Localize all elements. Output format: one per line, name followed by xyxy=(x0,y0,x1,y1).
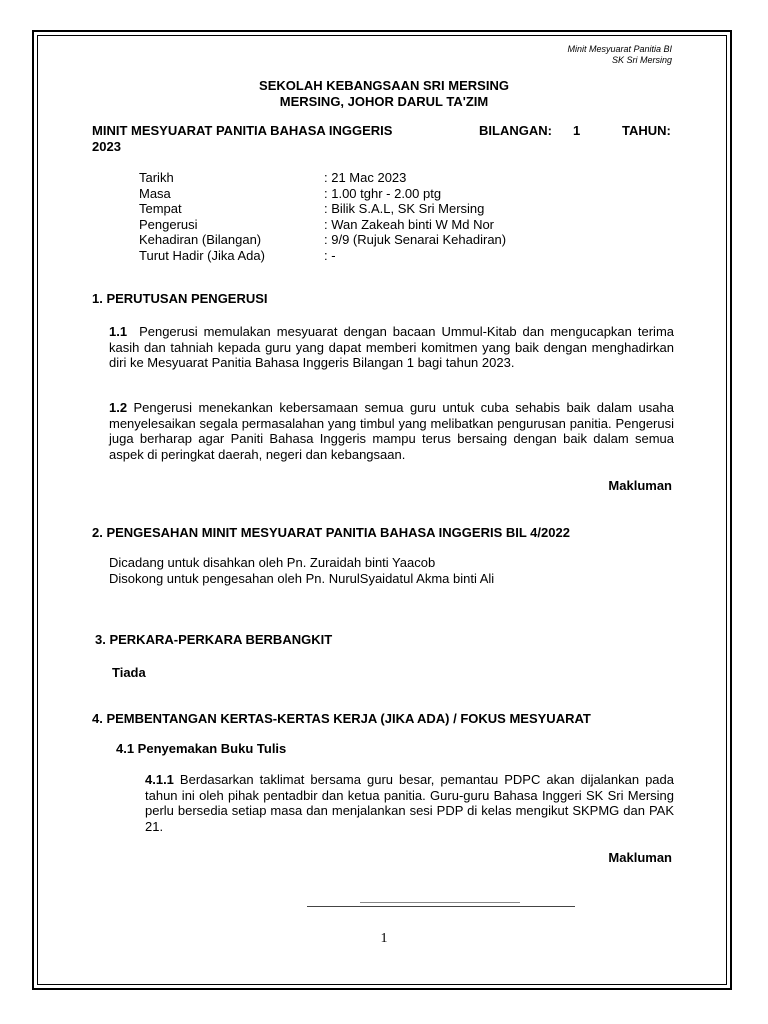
section-2-heading: 2. PENGESAHAN MINIT MESYUARAT PANITIA BAHASA INGGERIS BIL 4/2022 xyxy=(92,525,570,540)
running-header xyxy=(567,44,672,66)
paragraph-1-1 xyxy=(109,324,674,371)
tahun-label: TAHUN: xyxy=(622,123,671,138)
paragraph-4-1-1 xyxy=(145,772,674,834)
header-line-2: SK Sri Mersing xyxy=(611,55,672,65)
section-4-heading: 4. PEMBENTANGAN KERTAS-KERTAS KERJA (JIKA ADA) / FOKUS MESYUARAT xyxy=(92,711,591,726)
info-value: : 21 Mac 2023 xyxy=(324,170,407,185)
info-label: Kehadiran (Bilangan) xyxy=(139,232,262,247)
footer-rule-accent xyxy=(360,902,520,903)
section-4-1-heading: 4.1 Penyemakan Buku Tulis xyxy=(116,741,287,756)
section-3-heading: 3. PERKARA-PERKARA BERBANGKIT xyxy=(95,632,333,647)
paragraph-text: Pengerusi memulakan mesyuarat dengan bacaan Ummul-Kitab dan mengucapkan terima kasih dan tahniah kepada guru yang dapat memberi komitmen yang baik dengan menghadirkan diri ke Mesyuarat Panitia Bahasa Inggeris Bilangan 1 bagi tahun 2023. xyxy=(109,324,675,370)
page-number: 1 xyxy=(380,931,388,946)
section-2-seconder: Disokong untuk pengesahan oleh Pn. NurulSyaidatul Akma binti Ali xyxy=(109,571,495,586)
section-1-heading: 1. PERUTUSAN PENGERUSI xyxy=(92,291,268,306)
info-label: Masa xyxy=(139,185,171,201)
bilangan-value: 1 xyxy=(573,123,581,138)
info-value: : Bilik S.A.L, SK Sri Mersing xyxy=(324,201,485,216)
paragraph-number: 4.1.1 xyxy=(145,772,174,787)
tahun-value: 2023 xyxy=(92,139,121,154)
info-value: : 9/9 (Rujuk Senarai Kehadiran) xyxy=(324,232,507,247)
info-value: : 1.00 tghr - 2.00 ptg xyxy=(324,185,442,201)
paragraph-1-2 xyxy=(109,400,674,462)
section-4-note: Makluman xyxy=(608,850,672,865)
school-name: SEKOLAH KEBANGSAAN SRI MERSING xyxy=(259,78,509,93)
paragraph-number: 1.2 xyxy=(109,400,128,415)
info-label: Tarikh xyxy=(139,170,174,185)
section-1-note: Makluman xyxy=(608,478,672,493)
section-3-content: Tiada xyxy=(112,665,146,680)
info-label: Pengerusi xyxy=(139,216,198,232)
info-value: : Wan Zakeah binti W Md Nor xyxy=(324,216,495,232)
section-2-proposer: Dicadang untuk disahkan oleh Pn. Zuraidah binti Yaacob xyxy=(109,555,436,570)
footer-rule xyxy=(307,906,575,907)
info-value: : - xyxy=(324,247,336,263)
meeting-title: MINIT MESYUARAT PANITIA BAHASA INGGERIS xyxy=(92,123,393,138)
school-location: MERSING, JOHOR DARUL TA'ZIM xyxy=(279,94,489,109)
info-label: Tempat xyxy=(139,201,182,216)
paragraph-text: Berdasarkan taklimat bersama guru besar, pemantau PDPC akan dijalankan pada tahun ini oleh pihak pentadbir dan ketua panitia. Guru-guru Bahasa Inggeri SK Sri Mersing perlu bersedia setiap masa dan menjalankan sesi PDP di kelas mengikut SKPMG dan PAK 21. xyxy=(145,772,674,834)
header-line-1: Minit Mesyuarat Panitia BI xyxy=(567,44,672,54)
info-label: Turut Hadir (Jika Ada) xyxy=(139,247,265,263)
paragraph-number: 1.1 xyxy=(109,324,128,339)
paragraph-text: Pengerusi menekankan kebersamaan semua guru untuk cuba sehabis baik dalam usaha menyelesaikan segala permasalahan yang timbul yang melibatkan pengurusan panitia. Pengerusi juga berharap agar Paniti Bahasa Inggeris mampu terus bersaing dengan baik dalam semua aspek di peringkat daerah, negeri dan kebangsaan. xyxy=(109,400,674,462)
bilangan-label: BILANGAN: xyxy=(479,123,552,138)
